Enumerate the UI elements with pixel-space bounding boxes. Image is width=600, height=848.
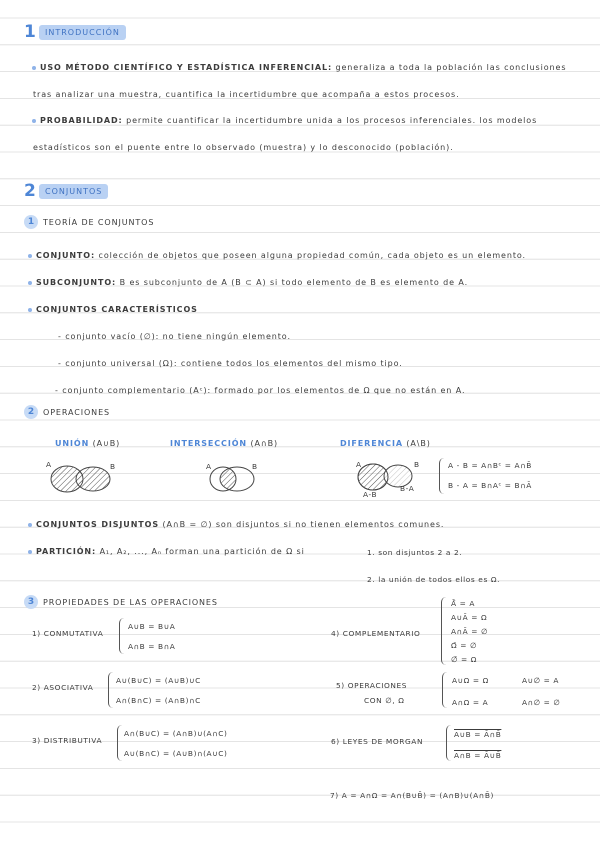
set-label-b: B [110, 462, 116, 471]
prop-formula: A∪B = B∪A [128, 622, 176, 631]
brace [439, 458, 445, 494]
dif-formula: A - B = A∩Bᶜ = A∩B̄ [448, 461, 532, 470]
term: CONJUNTO: [36, 251, 96, 260]
definition: (A∩B = ∅) son disjuntos si no tienen elementos comunes. [162, 520, 445, 529]
label-b-minus-a: B-A [400, 484, 415, 493]
bullet [32, 119, 36, 123]
prop-label: 6) LEYES DE MORGAN [331, 737, 424, 746]
prop-formula: A∪∅ = A [522, 676, 560, 685]
subsection-title: PROPIEDADES DE LAS OPERACIONES [43, 598, 218, 607]
prop-formula: A∪B = Ā∩B̄ [454, 730, 502, 739]
section-number: 2 [24, 181, 36, 201]
bullet [28, 523, 32, 527]
subsection-number: 1 [24, 215, 38, 229]
caracteristicos-title: CONJUNTOS CARACTERÍSTICOS [36, 305, 198, 314]
prop-label: 2) ASOCIATIVA [32, 683, 94, 692]
prop-label: 1) CONMUTATIVA [32, 629, 104, 638]
prop-formula: A∪Ω = Ω [452, 676, 489, 685]
brace [108, 672, 114, 708]
term: PARTICIÓN: [36, 547, 97, 556]
prop-formula: Ω̄ = ∅ [451, 641, 477, 650]
particion-def [36, 547, 305, 556]
prop-7: 7) A = A∩Ω = A∩(B∪B̄) = (A∩B)∪(A∩B̄) [330, 791, 494, 800]
bullet [28, 281, 32, 285]
prop-formula: A∩B = B∩A [128, 642, 176, 651]
brace [117, 725, 123, 761]
intro-item-1-cont: tras analizar una muestra, cuantifica la incertidumbre que acompaña a estos procesos. [33, 90, 460, 99]
set-label-a: A [46, 460, 52, 469]
section-title: CONJUNTOS [39, 184, 108, 199]
prop-formula: A∩(B∩C) = (A∩B)∩C [116, 696, 201, 705]
prop-label-cont: CON ∅, Ω [364, 696, 405, 705]
prop-formula: A∪(B∩C) = (A∪B)∩(A∪C) [124, 749, 228, 758]
prop-formula: ∅̄ = Ω [451, 655, 477, 664]
prop-formula: A∩Ā = ∅ [451, 627, 489, 636]
subsection-number: 3 [24, 595, 38, 609]
op-union-header [55, 439, 120, 448]
caracteristico-item: - conjunto complementario (Aᶜ): formado por los elementos de Ω que no están en A. [55, 386, 466, 395]
prop-formula: A∩Ω = A [452, 698, 489, 707]
bullet [32, 66, 36, 70]
set-label-a: A [206, 462, 212, 471]
venn-union [51, 466, 110, 492]
bullet [28, 254, 32, 258]
prop-formula: A∪Ā = Ω [451, 613, 488, 622]
prop-formula: A∩B = Ā∪B̄ [454, 751, 502, 760]
definition: colección de objetos que poseen alguna propiedad común, cada objeto es un elemento. [98, 251, 526, 260]
disjuntos-def [36, 520, 444, 529]
op-name: INTERSECCIÓN [170, 439, 247, 448]
op-symbol: (A\B) [406, 439, 431, 448]
caracteristico-item: - conjunto universal (Ω): contiene todos los elementos del mismo tipo. [58, 359, 403, 368]
section-number: 1 [24, 22, 36, 42]
op-symbol: (A∪B) [92, 439, 121, 448]
brace [441, 597, 447, 665]
prop-formula: A∪(B∪C) = (A∪B)∪C [116, 676, 201, 685]
particion-cond: 2. la unión de todos ellos es Ω. [367, 575, 501, 584]
subsection-title: TEORÍA DE CONJUNTOS [43, 218, 155, 227]
brace [446, 725, 452, 761]
op-dif-header [340, 439, 431, 448]
op-inter-header [170, 439, 278, 448]
set-label-a: A [356, 460, 362, 469]
definition: B es subconjunto de A (B ⊂ A) si todo elemento de B es elemento de A. [119, 278, 469, 287]
venn-intersection [210, 467, 254, 491]
definition: permite cuantificar la incertidumbre unida a los procesos inferenciales. los modelos [126, 116, 538, 125]
subsection-number: 2 [24, 405, 38, 419]
bullet [28, 550, 32, 554]
term: SUBCONJUNTO: [36, 278, 117, 287]
definition: A₁, A₂, ..., Aₙ forman una partición de Ω si [99, 547, 305, 556]
intro-item-2 [40, 116, 537, 125]
particion-cond: 1. son disjuntos 2 a 2. [367, 548, 463, 557]
subsection-title: OPERACIONES [43, 408, 111, 417]
term: USO MÉTODO CIENTÍFICO Y ESTADÍSTICA INFERENCIAL: [40, 63, 333, 72]
caracteristico-item: - conjunto vacío (∅): no tiene ningún elemento. [58, 332, 291, 341]
brace [119, 618, 125, 654]
brace [442, 672, 448, 708]
op-symbol: (A∩B) [250, 439, 279, 448]
term: CONJUNTOS DISJUNTOS [36, 520, 160, 529]
op-name: DIFERENCIA [340, 439, 403, 448]
section-title: INTRODUCCIÓN [39, 25, 126, 40]
prop-formula: A∩(B∪C) = (A∩B)∪(A∩C) [124, 729, 228, 738]
subconjunto-def [36, 278, 468, 287]
intro-item-1 [40, 63, 566, 72]
conjunto-def [36, 251, 526, 260]
term: PROBABILIDAD: [40, 116, 123, 125]
label-a-minus-b: A-B [363, 490, 378, 499]
set-label-b: B [252, 462, 258, 471]
dif-formula: B - A = B∩Aᶜ = B∩Ā [448, 481, 532, 490]
prop-label: 5) OPERACIONES [336, 681, 408, 690]
prop-formula: Ā̄ = A [451, 599, 476, 608]
definition: generaliza a toda la población las conclusiones [335, 63, 567, 72]
bullet [28, 308, 32, 312]
prop-formula: A∩∅ = ∅ [522, 698, 561, 707]
intro-item-2-cont: estadísticos son el puente entre lo observado (muestra) y lo desconocido (población). [33, 143, 454, 152]
set-label-b: B [414, 460, 420, 469]
prop-label: 3) DISTRIBUTIVA [32, 736, 103, 745]
prop-label: 4) COMPLEMENTARIO [331, 629, 421, 638]
op-name: UNIÓN [55, 439, 90, 448]
